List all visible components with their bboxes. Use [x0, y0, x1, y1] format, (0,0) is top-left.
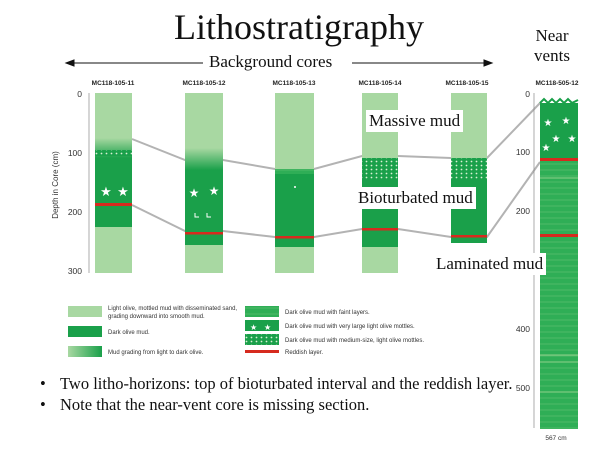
bullet-symbol: • [40, 374, 46, 393]
mottle-star: ★ [541, 143, 551, 154]
bullet-symbol: • [40, 395, 46, 414]
legend-swatch-grade [68, 346, 102, 357]
legend-swatch-dark [68, 326, 102, 337]
background-arrows [66, 60, 492, 66]
near-vents-line-1: Near [535, 26, 569, 45]
near-tick-400: 400 [515, 324, 530, 334]
near-vents-line-2: vents [534, 46, 570, 65]
near-core-laminated [540, 161, 578, 429]
laminated-mud-callout: Laminated mud [433, 253, 546, 275]
near-tick-100: 100 [515, 147, 530, 157]
near-tick-500: 500 [515, 383, 530, 393]
legend-swatch-light [68, 306, 102, 317]
tick-200: 200 [67, 207, 82, 217]
mottle-star: ★ [543, 118, 553, 129]
near-core-top-wavy [540, 99, 578, 103]
mottle-star: ★ [551, 134, 561, 145]
massive-mud-callout: Massive mud [366, 110, 463, 132]
legend-text-dark: Dark olive mud. [108, 330, 150, 336]
near-core-lower-reddish [540, 234, 578, 237]
bullet-list [36, 374, 516, 416]
depth-axis-label: Depth in Core (cm) [51, 151, 60, 219]
core-name-3: MC118-105-13 [272, 80, 316, 87]
mottle-star: ★ [208, 184, 220, 198]
core-5-mottled-mud [451, 158, 487, 180]
legend-text-light-1: Light olive, mottled mud with disseminated sand, [108, 306, 238, 312]
legend-text-large: Dark olive mud with very large light olive mottles. [285, 324, 415, 330]
legend-swatch-medium [245, 334, 279, 345]
near-core-bottom-depth: 567 cm [545, 435, 567, 442]
mottle-star: ★ [117, 184, 129, 199]
core-1-reddish-layer [95, 203, 132, 206]
legend-text-light-2: grading downward into smooth mud. [108, 314, 205, 320]
tick-100: 100 [67, 148, 82, 158]
legend [68, 306, 424, 357]
core-name-1: MC118-105-11 [91, 80, 135, 87]
right-arrowhead [484, 60, 492, 66]
bullet-item [36, 374, 516, 393]
core-3-mottle [294, 186, 296, 188]
core-1-mottle-band [95, 150, 132, 156]
core-2-reddish-layer [185, 232, 223, 235]
bullet-item [36, 395, 516, 414]
left-arrowhead [66, 60, 74, 66]
near-tick-0: 0 [525, 89, 530, 99]
bullet-text-2: Note that the near-vent core is missing section. [60, 395, 370, 414]
mottle-star: ★ [100, 184, 112, 199]
core-3-faint-layers [275, 169, 314, 174]
legend-text-faint: Dark olive mud with faint layers. [285, 310, 370, 316]
core-name-6: MC118-505-12 [535, 80, 579, 87]
core-2-grading [185, 148, 223, 170]
core-3-reddish-layer [275, 236, 314, 239]
bioturbated-mud-callout: Bioturbated mud [355, 187, 476, 209]
core-3 [275, 93, 314, 273]
legend-text-medium: Dark olive mud with medium-size, light olive mottles. [285, 338, 425, 344]
core-names [92, 80, 579, 87]
legend-swatch-faint [245, 306, 279, 317]
core-3-dark-mud [275, 169, 314, 247]
mottle-star: ★ [567, 134, 577, 145]
core-2 [185, 93, 223, 273]
legend-text-grade: Mud grading from light to dark olive. [108, 350, 204, 356]
legend-swatch-large-star: ★ [264, 323, 272, 332]
core-4-reddish-layer [362, 228, 398, 231]
legend-swatch-red [245, 350, 279, 353]
core-name-5: MC118-105-15 [445, 80, 489, 87]
near-core-upper-reddish [540, 158, 578, 161]
core-4-mottled-mud [362, 158, 398, 180]
core-name-4: MC118-105-14 [358, 80, 402, 87]
bullet-text-1: Two litho-horizons: top of bioturbated interval and the reddish layer. [60, 374, 513, 393]
slide-title: Lithostratigraphy [174, 7, 424, 47]
tick-0: 0 [77, 89, 82, 99]
legend-text-red: Reddish layer. [285, 350, 324, 356]
background-cores-label: Background cores [209, 52, 333, 71]
legend-swatch-large-star: ★ [250, 323, 258, 332]
core-1 [95, 93, 132, 273]
core-5-reddish-layer [451, 235, 487, 238]
near-tick-200: 200 [515, 206, 530, 216]
mottle-star: ★ [561, 116, 571, 127]
tick-300: 300 [67, 266, 82, 276]
mottle-star: ★ [188, 186, 200, 200]
core-name-2: MC118-105-12 [182, 80, 226, 87]
depth-axis [51, 89, 89, 276]
